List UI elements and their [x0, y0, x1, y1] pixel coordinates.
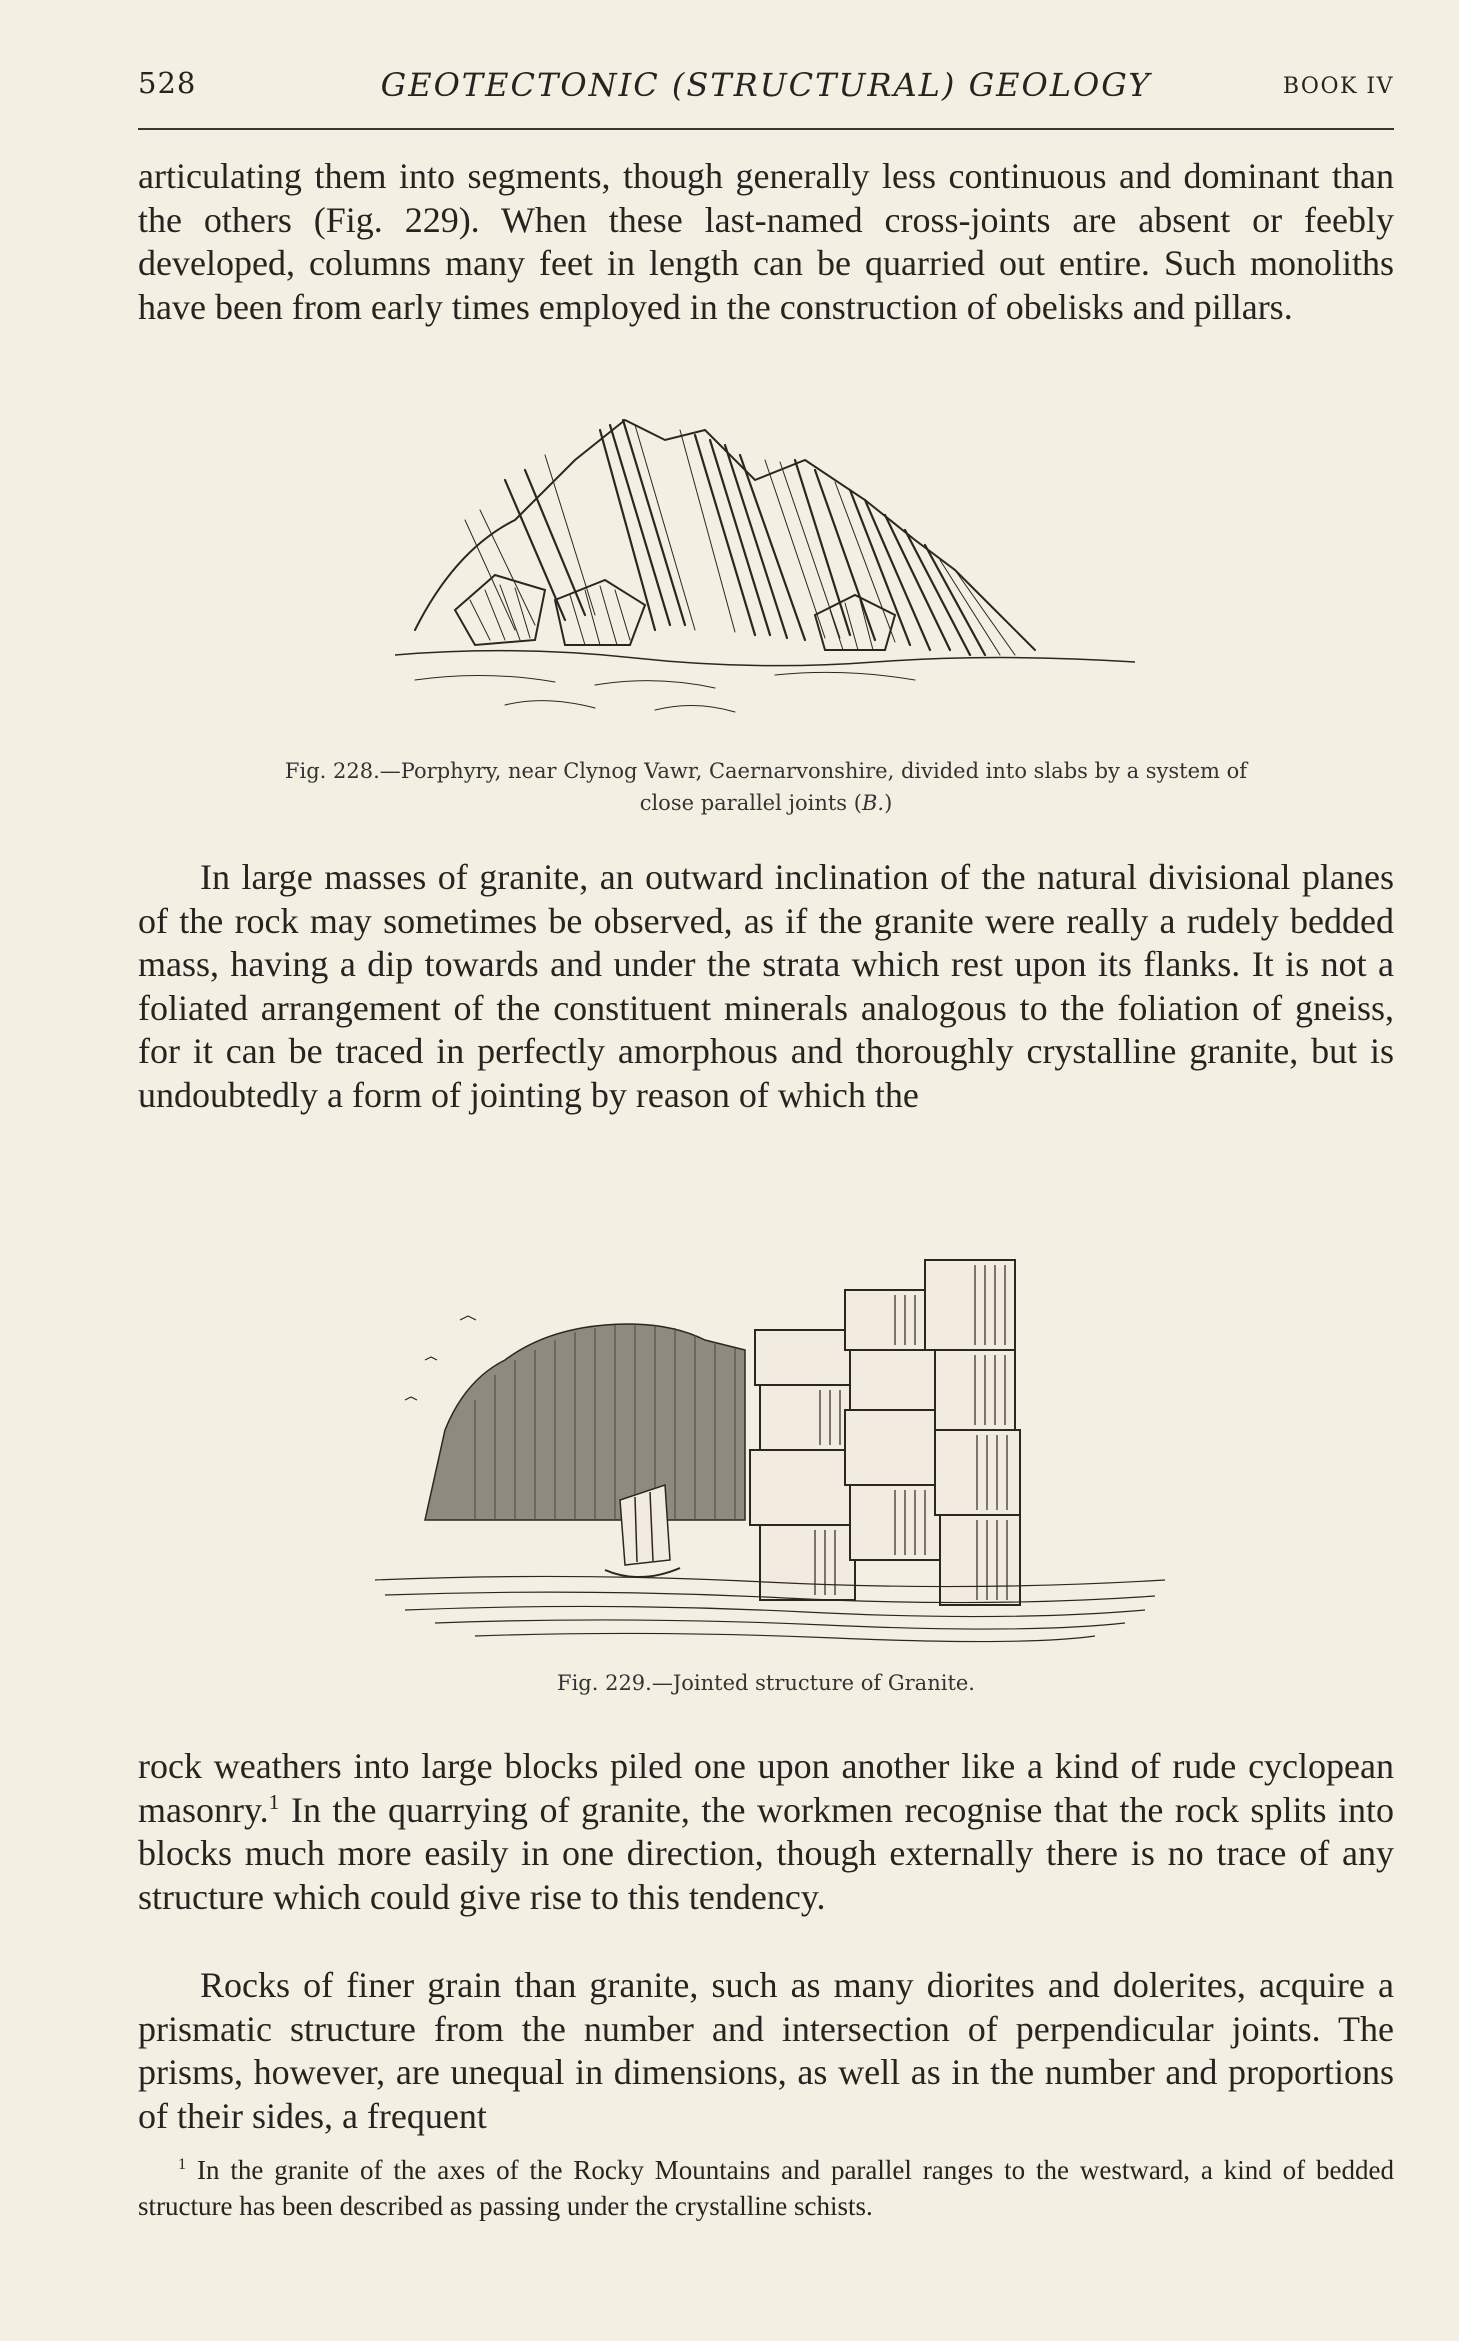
fig228-caption-italic: B. — [861, 791, 885, 815]
figure-229-illustration — [365, 1200, 1185, 1650]
paragraph-granite: In large masses of granite, an outward inclination of the natural divisional planes of the rock may sometimes be observed, as if the granite were really a rudely bedded mass, having a dip towards and under the strata which rest upon its flanks. It is not a foliated arrangement of the constituent minerals analogous to the foliation of gneiss, for it can be traced in perfectly amorphous and thoroughly crystalline granite, but is undoubtedly a form of jointing by reason of which the — [138, 857, 1394, 1115]
figure-228-caption — [138, 755, 1394, 819]
fig228-caption-line1: Fig. 228.—Porphyry, near Clynog Vawr, Caernarvonshire, divided into slabs by a system of — [284, 759, 1248, 783]
paragraph-cyclopean-text-b: In the quarrying of granite, the workmen recognise that the rock splits into blocks much more easily in one direction, though externally there is no trace of any structure which could give rise to this tendency. — [138, 1789, 1394, 1917]
paragraph-continuation: articulating them into segments, though generally less continuous and dominant than the others (Fig. 229). When these last-named cross-joints are absent or feebly developed, columns many feet in length can be quarried out entire. Such monoliths have been from early times employed in the construction of obelisks and pillars. — [138, 156, 1394, 327]
footnote-marker: 1 — [178, 2155, 187, 2173]
fig228-caption-line2b: ) — [884, 791, 893, 815]
header-rule — [138, 128, 1394, 130]
paragraph-cyclopean — [138, 1745, 1394, 1919]
figure-229-caption: Fig. 229.—Jointed structure of Granite. — [557, 1671, 975, 1695]
book-label: BOOK IV — [1282, 74, 1394, 99]
paragraph-finer-grain: Rocks of finer grain than granite, such as many diorites and dolerites, acquire a prismatic structure from the number and intersection of perpendicular joints. The prisms, however, are unequal in dimensions, as well as in the number and proportions of their sides, a frequent — [138, 1965, 1394, 2136]
porphyry-engraving — [395, 400, 1135, 740]
granite-engraving — [365, 1200, 1185, 1650]
page-number: 528 — [138, 66, 197, 100]
figure-228-illustration — [395, 400, 1135, 740]
running-title: GEOTECTONIC (STRUCTURAL) GEOLOGY — [380, 66, 1152, 104]
paragraph-cyclopean-text-a: rock weathers into large blocks piled one upon another like a kind of rude cyclopean masonry. — [138, 1746, 1394, 1830]
footnote-reference: 1 — [268, 1789, 280, 1814]
fig228-caption-line2a: close parallel joints ( — [639, 791, 862, 815]
footnote — [138, 2152, 1394, 2224]
running-header — [138, 66, 1394, 118]
footnote-text: In the granite of the axes of the Rocky Mountains and parallel ranges to the westward, a kind of bedded structure has been described as passing under the crystalline schists. — [138, 2155, 1394, 2221]
